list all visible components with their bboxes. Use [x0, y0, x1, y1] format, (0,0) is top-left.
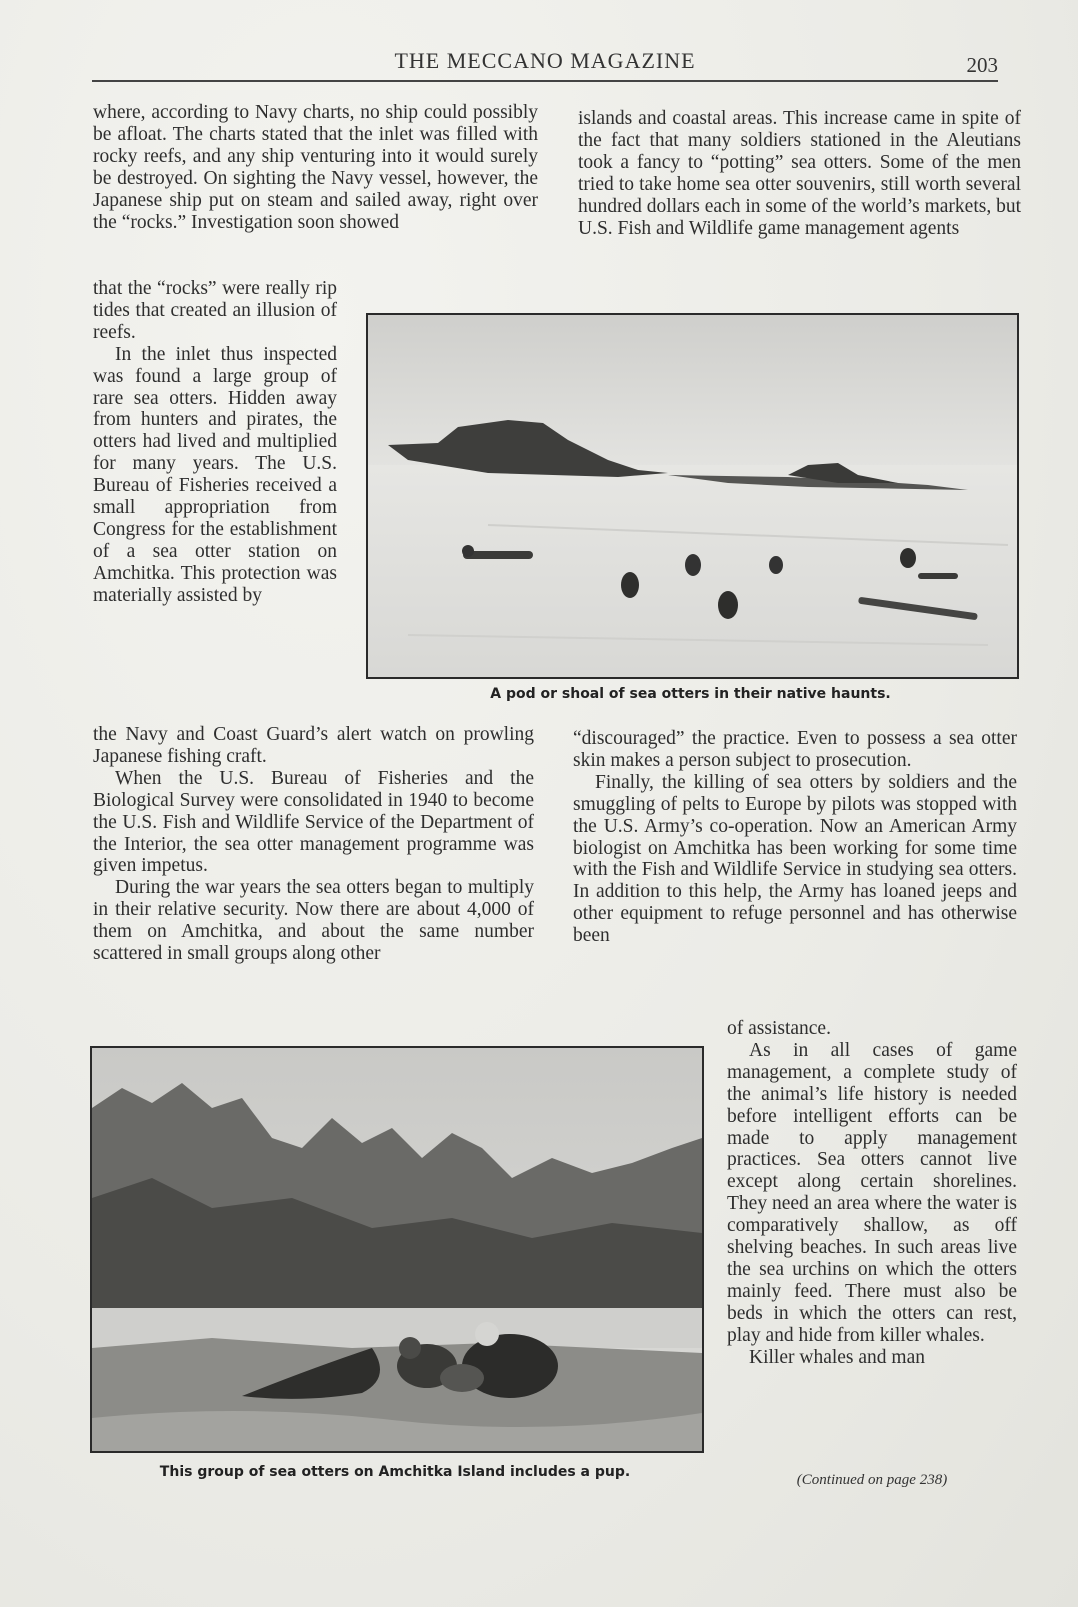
continued-note: (Continued on page 238) [796, 1472, 948, 1488]
page-header [92, 48, 998, 82]
paragraph: “discouraged” the practice. Even to possess a sea otter skin makes a person subject to prosecution. [573, 728, 1017, 771]
sea-otter-group-illustration [92, 1048, 702, 1451]
column2-top-text [578, 108, 1021, 239]
sea-otter-pod-photo [366, 313, 1019, 679]
paragraph: As in all cases of game management, a complete study of the animal’s life history is needed before intelligent efforts can be made to apply management practices. Sea otters cannot live except along certain shorelines. They need an area where the water is comparatively shallow, as off shelving beaches. In such areas live the sea urchins on which the otters mainly feed. There must also be beds in which the otters can rest, play and hide from killer whales. [727, 1039, 1017, 1346]
top-figure-caption: A pod or shoal of sea otters in their native haunts. [490, 686, 891, 702]
paragraph: When the U.S. Bureau of Fisheries and the Biological Survey were consolidated in 1940 to become the U.S. Fish and Wildlife Service of the Department of the Interior, the sea otter management programme was given impetus. [93, 767, 534, 877]
paragraph: where, according to Navy charts, no ship could possibly be afloat. The charts stated that the inlet was filled with rocky reefs, and any ship venturing into it would surely be destroyed. On sighting the Navy vessel, however, the Japanese ship put on steam and sailed away, right over the “rocks.” Investigation soon showed [93, 102, 538, 233]
column2-wrap-text [727, 1018, 1017, 1369]
paragraph: islands and coastal areas. This increase came in spite of the fact that many soldiers stationed in the Aleutians took a fancy to “potting” sea otters. Some of the men tried to take home sea otter souvenirs, still worth several hundred dollars each in some of the world’s markets, but U.S. Fish and Wildlife game management agents [578, 108, 1021, 239]
column1-top-text [93, 102, 538, 233]
paragraph: During the war years the sea otters began to multiply in their relative security. Now there are about 4,000 of them on Amchitka, and about the same number scattered in small groups along other [93, 877, 534, 965]
paragraph: the Navy and Coast Guard’s alert watch on prowling Japanese fishing craft. [93, 724, 534, 767]
magazine-title: THE MECCANO MAGAZINE [394, 48, 696, 73]
header-rule [92, 80, 998, 82]
column1-wrap-text [93, 278, 337, 607]
bottom-figure-caption: This group of sea otters on Amchitka Island includes a pup. [159, 1464, 631, 1480]
paragraph: that the “rocks” were really rip tides that created an illusion of reefs. [93, 278, 337, 343]
paragraph: Killer whales and man [749, 1346, 925, 1368]
sea-otter-group-photo [90, 1046, 704, 1453]
page-number: 203 [966, 53, 998, 77]
paragraph: In the inlet thus inspected was found a large group of rare sea otters. Hidden away from hunters and pirates, the otters had lived and multiplied for many years. The U.S. Bureau of Fisheries received a small appropriation from Congress for the establishment of a sea otter station on Amchitka. This protection was materially assisted by [93, 343, 337, 606]
column1-middle-text [93, 724, 534, 965]
paragraph: of assistance. [727, 1018, 831, 1039]
sea-otter-pod-illustration [368, 315, 1017, 677]
paragraph: Finally, the killing of sea otters by soldiers and the smuggling of pelts to Europe by pilots was stopped with the U.S. Army’s co-operation. Now an American Army biologist on Amchitka has been working for some time with the Fish and Wildlife Service in studying sea otters. In addition to this help, the Army has loaned jeeps and other equipment to refuge personnel and has otherwise been [573, 771, 1017, 947]
column2-middle-text [573, 728, 1017, 947]
